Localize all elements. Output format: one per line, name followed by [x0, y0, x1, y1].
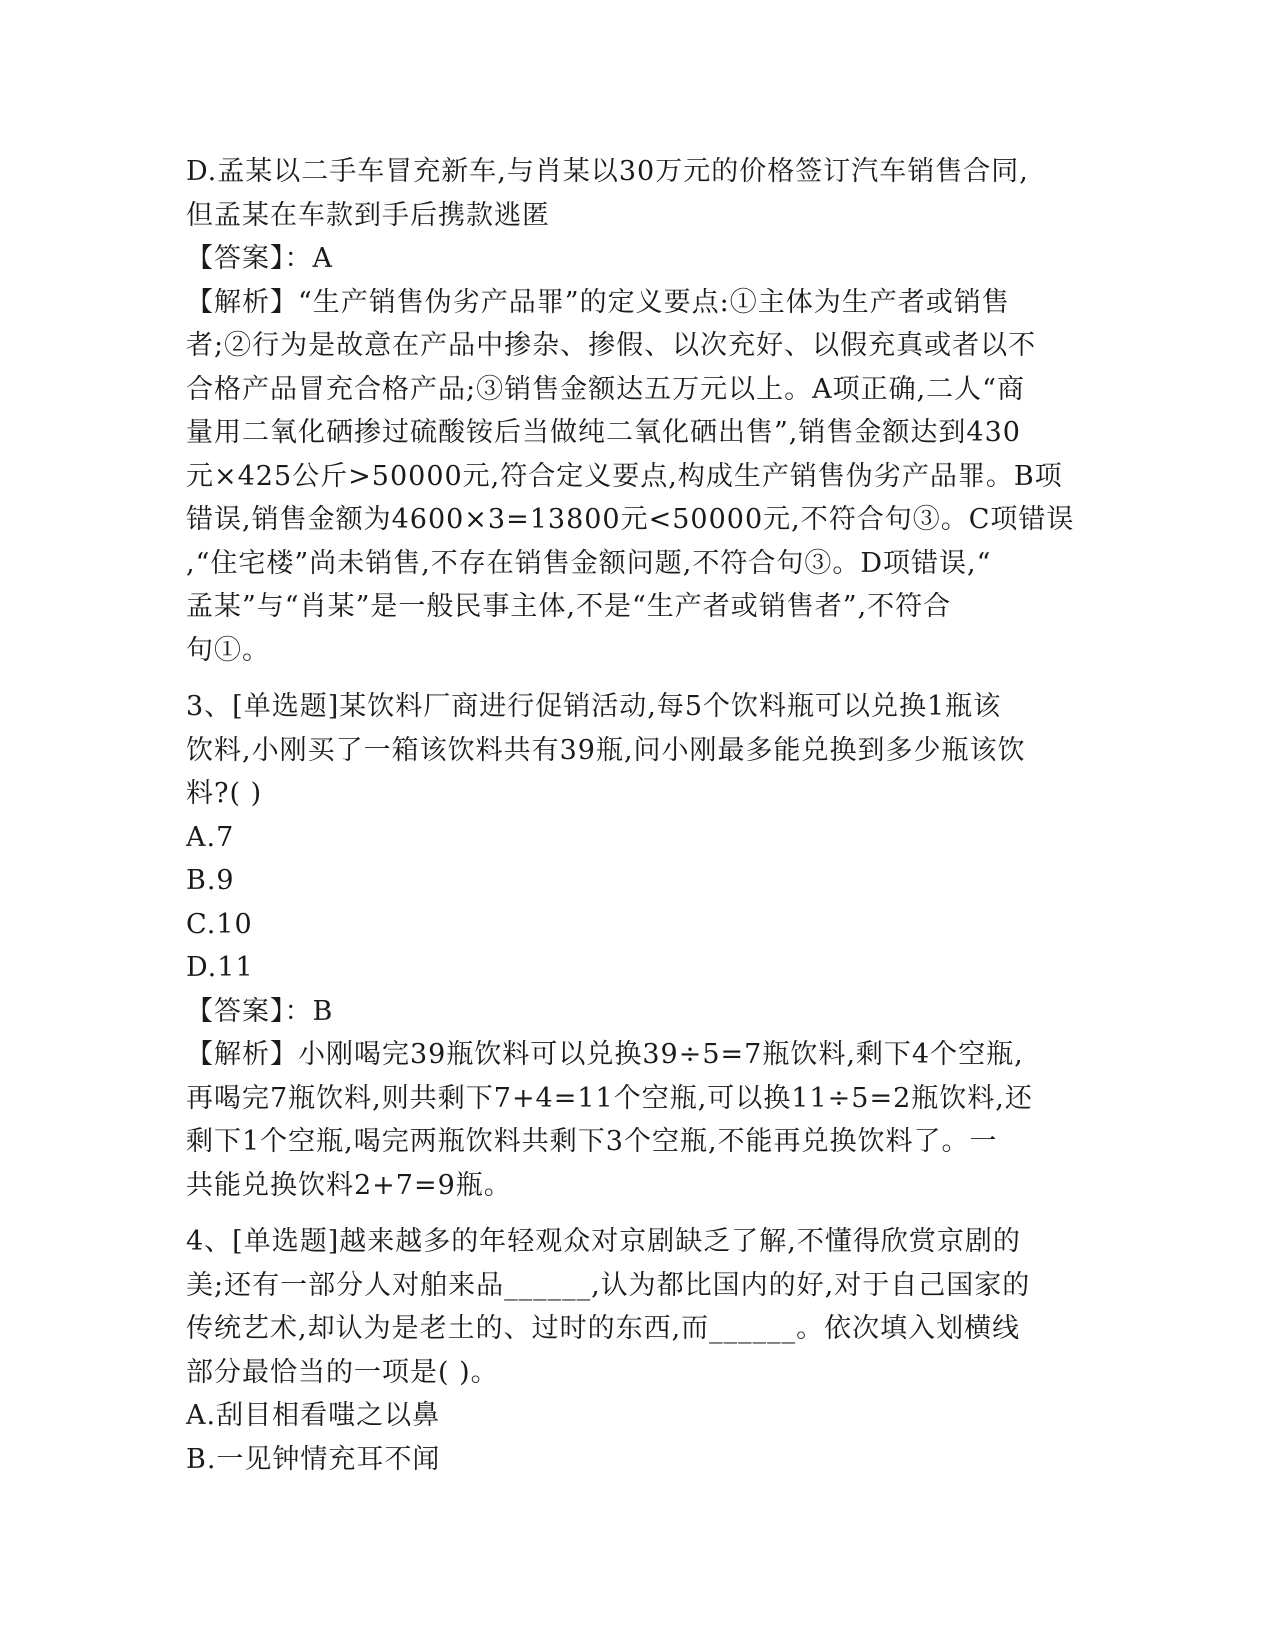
analysis-line: 共能兑换饮料2+7=9瓶。	[186, 1169, 512, 1201]
analysis-line: 量用二氧化硒掺过硫酸铵后当做纯二氧化硒出售”,销售金额达到430	[186, 417, 1021, 448]
question-4	[186, 1220, 1086, 1481]
analysis-line: 剩下1个空瓶,喝完两瓶饮料共剩下3个空瓶,不能再兑换饮料了。一	[186, 1126, 998, 1157]
analysis-line: 【解析】“生产销售伪劣产品罪”的定义要点:①主体为生产者或销售	[186, 286, 1010, 318]
spacer	[186, 1207, 1086, 1220]
option-c: C.10	[186, 908, 253, 940]
analysis-line: 孟某”与“肖某”是一般民事主体,不是“生产者或销售者”,不符合	[186, 591, 952, 622]
option-b: B.9	[186, 865, 235, 896]
question-stem-line: 饮料,小刚买了一箱该饮料共有39瓶,问小刚最多能兑换到多少瓶该饮	[186, 734, 1026, 766]
option-b: B.一见钟情充耳不闻	[186, 1443, 441, 1475]
question-stem-line: 4、[单选题]越来越多的年轻观众对京剧缺乏了解,不懂得欣赏京剧的	[186, 1226, 1021, 1257]
analysis-line: 错误,销售金额为4600×3=13800元<50000元,不符合句③。C项错误	[186, 504, 1075, 535]
question-3	[186, 685, 1086, 1207]
question-stem-line: 料?( )	[186, 778, 263, 809]
analysis-line: 元×425公斤>50000元,符合定义要点,构成生产销售伪劣产品罪。B项	[186, 460, 1063, 492]
question-2-tail	[186, 150, 1086, 672]
analysis-line: 合格产品冒充合格产品;③销售金额达五万元以上。A项正确,二人“商	[186, 373, 1025, 405]
analysis-line: 再喝完7瓶饮料,则共剩下7+4=11个空瓶,可以换11÷5=2瓶饮料,还	[186, 1082, 1033, 1114]
question-stem-line: 传统艺术,却认为是老土的、过时的东西,而______。依次填入划横线	[186, 1313, 1021, 1344]
analysis-line: ,“住宅楼”尚未销售,不存在销售金额问题,不符合句③。D项错误,“	[186, 547, 992, 579]
question-stem-line: 3、[单选题]某饮料厂商进行促销活动,每5个饮料瓶可以兑换1瓶该	[186, 691, 1002, 722]
analysis-line: 【解析】小刚喝完39瓶饮料可以兑换39÷5=7瓶饮料,剩下4个空瓶,	[186, 1039, 1024, 1070]
analysis-line: 者;②行为是故意在产品中掺杂、掺假、以次充好、以假充真或者以不	[186, 330, 1037, 361]
answer-line: 【答案】：A	[186, 243, 333, 274]
question-stem-line: 美;还有一部分人对舶来品______,认为都比国内的好,对于自己国家的	[186, 1269, 1031, 1301]
option-d-line-2: 但孟某在车款到手后携款逃匿	[186, 199, 550, 231]
option-a: A.刮目相看嗤之以鼻	[186, 1400, 441, 1431]
option-a: A.7	[186, 821, 235, 853]
document-page	[186, 150, 1086, 1481]
analysis-line: 句①。	[186, 634, 270, 666]
answer-line: 【答案】：B	[186, 995, 334, 1027]
option-d-line-1: D.孟某以二手车冒充新车,与肖某以30万元的价格签订汽车销售合同,	[186, 156, 1029, 187]
question-stem-line: 部分最恰当的一项是( )。	[186, 1356, 499, 1388]
option-d: D.11	[186, 952, 254, 983]
spacer	[186, 672, 1086, 685]
